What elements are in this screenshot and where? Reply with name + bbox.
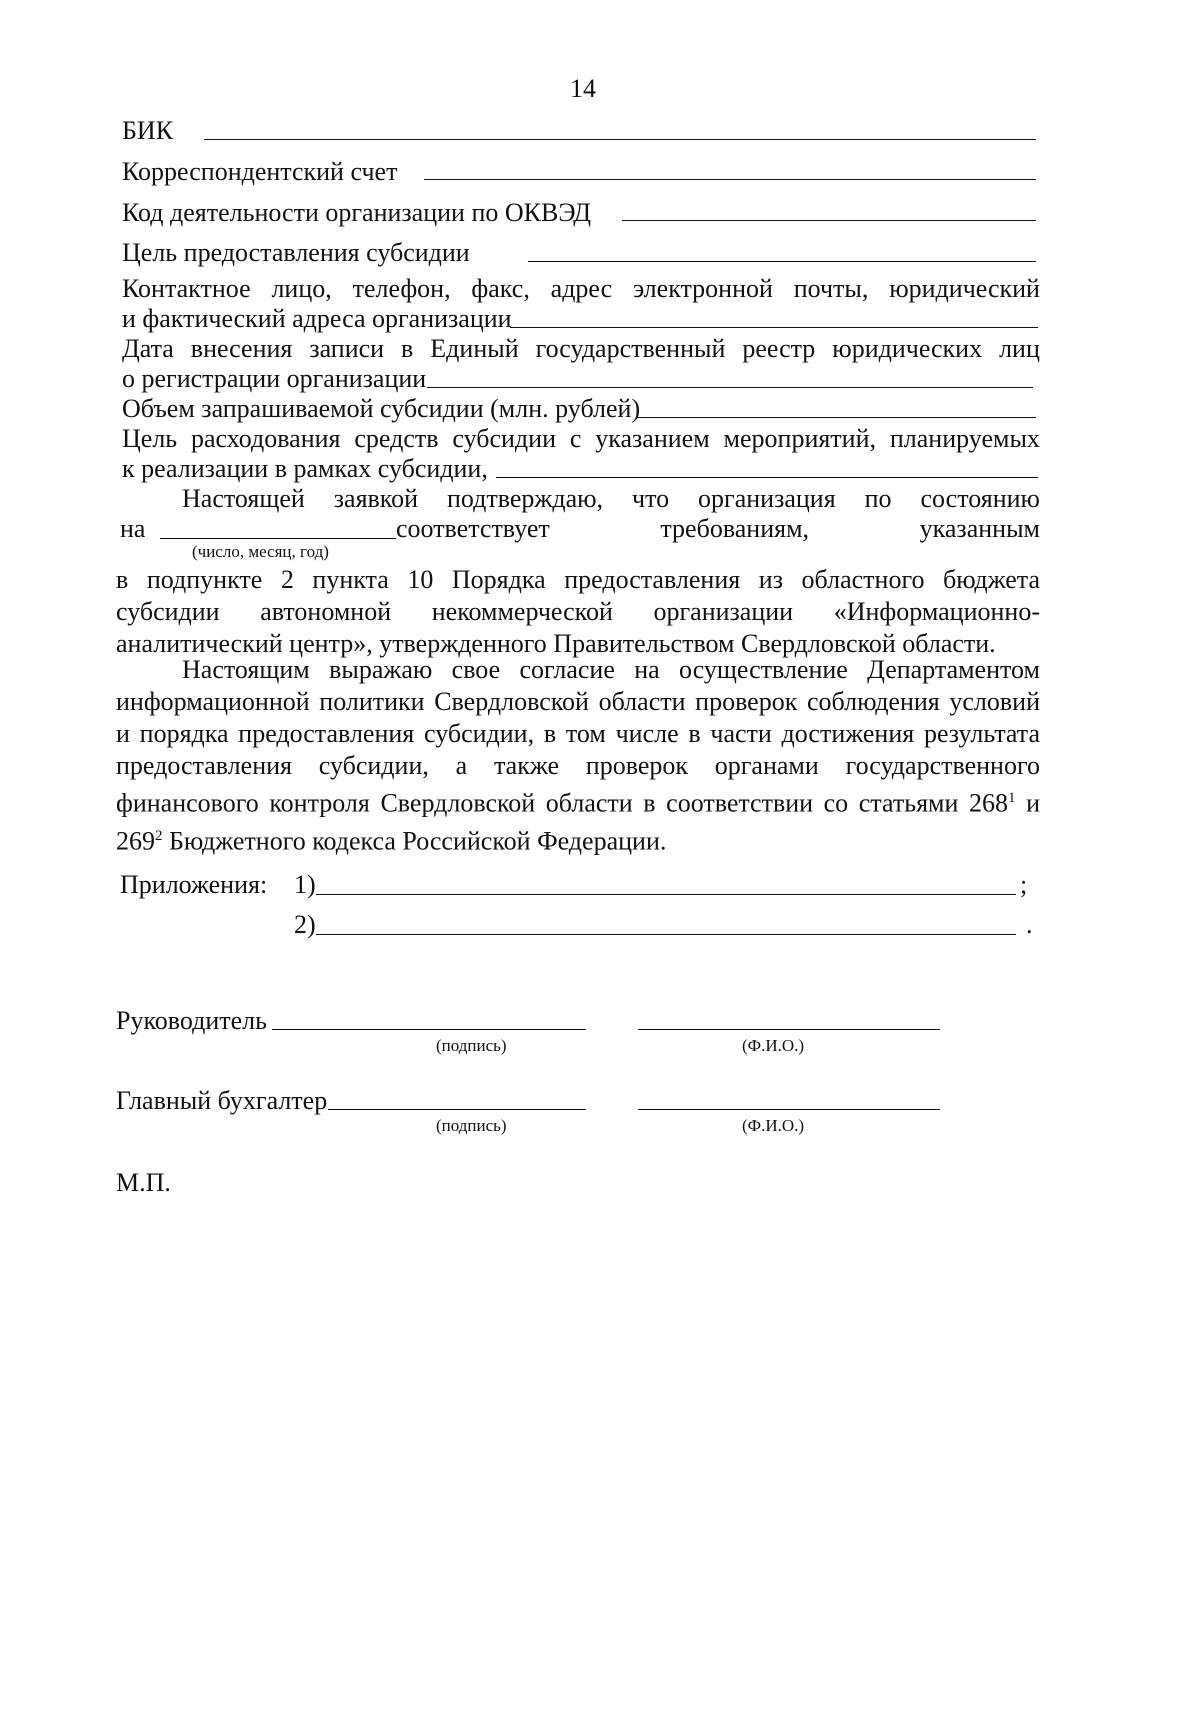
accountant-name-field[interactable] bbox=[638, 1109, 940, 1110]
page-number: 14 bbox=[570, 74, 596, 103]
accountant-signature-hint: (подпись) bbox=[436, 1116, 507, 1135]
spending-line2-label: к реализации в рамках субсидии, bbox=[122, 454, 488, 483]
egrul-field[interactable] bbox=[427, 387, 1033, 388]
egrul-line1: Дата внесения записи в Единый государственный реестр юридических лиц bbox=[122, 334, 1040, 363]
article-268-sup: 1 bbox=[1008, 790, 1016, 806]
accountant-name-hint: (Ф.И.О.) bbox=[742, 1116, 805, 1135]
confirmation-line1: Настоящей заявкой подтверждаю, что организация по состоянию bbox=[182, 484, 1040, 513]
volume-label: Объем запрашиваемой субсидии (млн. рублей) bbox=[122, 394, 641, 423]
head-name-field[interactable] bbox=[638, 1029, 940, 1030]
attachment-1-end: ; bbox=[1020, 870, 1028, 899]
confirmation-na: на bbox=[120, 514, 146, 543]
stamp-placeholder: М.П. bbox=[116, 1168, 171, 1197]
subsidy-goal-field[interactable] bbox=[528, 261, 1036, 262]
attachment-2-number: 2) bbox=[294, 910, 316, 939]
attachment-1-number: 1) bbox=[294, 870, 316, 899]
okved-label: Код деятельности организации по ОКВЭД bbox=[122, 198, 592, 227]
confirmation-line2: соответствует требованиям, указанным bbox=[396, 514, 1040, 543]
attachment-1-field[interactable] bbox=[316, 894, 1016, 895]
consent-tail: Бюджетного кодекса Российской Федерации. bbox=[162, 826, 667, 856]
confirmation-rest: в подпункте 2 пункта 10 Порядка предоставления из областного бюджета субсидии автономной некоммерческой организации «Информационно-аналитический центр», утвержденного Правительством Свердловской области. bbox=[116, 565, 1040, 658]
article-268: 268 bbox=[969, 788, 1008, 818]
contact-line1: Контактное лицо, телефон, факс, адрес электронной почты, юридический bbox=[122, 274, 1040, 303]
consent-paragraph: Настоящим выражаю свое согласие на осуществление Департаментом информационной политики Свердловской области проверок соблюдения условий и порядка предоставления субсидии, в том числе в части достижения результата предоставления субсидии, а также проверок органами государственного финансового контроля Свердловской области в соответствии со статьями $268^1$ и $269^2$ Бюджетного кодекса Российской Федерации. bbox=[116, 655, 1040, 856]
contact-line2-label: и фактический адреса организации bbox=[122, 304, 512, 333]
article-269: 269 bbox=[116, 826, 155, 856]
head-name-hint: (Ф.И.О.) bbox=[742, 1036, 805, 1055]
contact-field[interactable] bbox=[510, 327, 1038, 328]
volume-field[interactable] bbox=[636, 417, 1036, 418]
accountant-signature-field[interactable] bbox=[328, 1109, 586, 1110]
date-hint: (число, месяц, год) bbox=[192, 542, 329, 561]
head-label: Руководитель bbox=[116, 1006, 267, 1035]
spending-line1: Цель расходования средств субсидии с указанием мероприятий, планируемых bbox=[122, 424, 1040, 453]
corr-account-field[interactable] bbox=[424, 179, 1036, 180]
okved-field[interactable] bbox=[622, 220, 1036, 221]
attachment-2-end: . bbox=[1026, 910, 1033, 939]
confirmation-date-field[interactable] bbox=[160, 538, 396, 539]
subsidy-goal-label: Цель предоставления субсидии bbox=[122, 238, 470, 267]
attachment-2-field[interactable] bbox=[316, 934, 1016, 935]
consent-text: Настоящим выражаю свое согласие на осуществление Департаментом информационной политики Свердловской области проверок соблюдения условий и порядка предоставления субсидии, в том числе в части достижения результата предоставления субсидии, а также проверок органами государственного финансового контроля Свердловской области в соответствии со статьями bbox=[116, 655, 1040, 818]
attachments-label: Приложения: bbox=[120, 870, 268, 899]
head-signature-field[interactable] bbox=[272, 1029, 586, 1030]
bik-field[interactable] bbox=[204, 139, 1036, 140]
spending-field[interactable] bbox=[496, 477, 1038, 478]
article-269-sup: 2 bbox=[155, 827, 163, 844]
head-signature-hint: (подпись) bbox=[436, 1036, 507, 1055]
egrul-line2-label: о регистрации организации bbox=[122, 364, 427, 393]
bik-label: БИК bbox=[122, 116, 174, 145]
corr-account-label: Корреспондентский счет bbox=[122, 157, 398, 186]
accountant-label: Главный бухгалтер bbox=[116, 1086, 328, 1115]
